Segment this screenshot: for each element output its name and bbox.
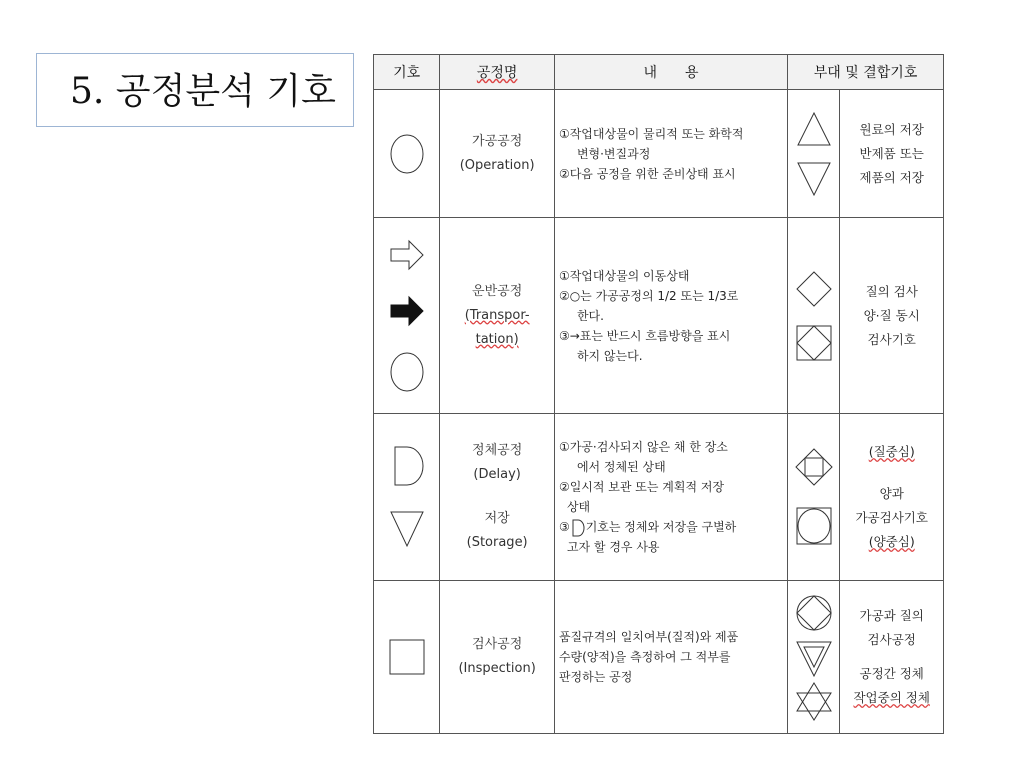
star-of-david-icon	[794, 681, 834, 721]
desc-line: ①가공·검사되지 않은 채 한 장소	[558, 440, 728, 454]
name-line: 검사공정	[472, 637, 523, 652]
aux-line: 양과	[879, 486, 904, 501]
table-header-row	[374, 55, 944, 90]
name-line: (Transpor-	[464, 307, 530, 323]
name-line: tation)	[475, 331, 519, 347]
triangle-down-double-icon	[794, 639, 834, 679]
triangle-down-icon	[794, 159, 834, 199]
aux-text-cell	[840, 90, 944, 218]
aux-spacer	[840, 652, 943, 662]
aux-text-cell	[840, 218, 944, 414]
header-content: 내 용	[554, 55, 787, 90]
desc-line-text: 기호는 정체와 저장을 구별하	[585, 520, 737, 534]
name-cell	[440, 90, 555, 218]
aux-text-cell	[840, 581, 944, 734]
aux-line: 검사공정	[867, 632, 916, 647]
desc-line: ①작업대상물이 물리적 또는 화학적	[558, 126, 744, 141]
aux-spacer	[840, 464, 943, 482]
aux-symbol-cell	[788, 581, 840, 734]
aux-line: 반제품 또는	[859, 145, 924, 161]
d-shape-icon	[387, 444, 427, 488]
symbol-cell	[374, 581, 440, 734]
name-line: 가공공정	[472, 133, 523, 149]
aux-line: 검사기호	[867, 331, 916, 347]
name-spacer	[440, 487, 554, 507]
desc-line: 한다.	[576, 308, 604, 323]
diamond-with-square-icon	[794, 447, 834, 487]
triangle-up-icon	[794, 109, 834, 149]
aux-line: 가공과 질의	[859, 608, 924, 623]
square-with-diamond-icon	[794, 323, 834, 363]
name-cell	[440, 218, 555, 414]
solid-arrow-right-icon	[387, 294, 427, 328]
hollow-arrow-right-icon	[387, 238, 427, 272]
desc-line: 변형·변질과정	[576, 146, 651, 161]
desc-line	[559, 517, 783, 537]
desc-line: ③→표는 반드시 흐름방향을 표시	[558, 328, 731, 343]
symbol-cell	[374, 218, 440, 414]
circle-icon	[387, 350, 427, 394]
desc-cell	[554, 90, 787, 218]
desc-line: ②다음 공정을 위한 준비상태 표시	[558, 166, 736, 181]
aux-line: 제품의 저장	[859, 169, 924, 185]
desc-line: 에서 정체된 상태	[576, 460, 666, 474]
name-line: (Inspection)	[458, 661, 536, 676]
desc-line: 하지 않는다.	[576, 348, 643, 363]
desc-line: 판정하는 공정	[558, 670, 633, 684]
desc-line: 수량(양적)을 측정하여 그 적부를	[558, 650, 731, 664]
aux-line: 공정간 정체	[859, 666, 924, 681]
desc-line: ②○는 가공공정의 1/2 또는 1/3로	[558, 288, 739, 303]
desc-line: ②일시적 보관 또는 계획적 저장	[558, 480, 725, 494]
aux-line: (양중심)	[868, 534, 915, 549]
circle-icon	[387, 132, 427, 176]
d-shape-icon	[571, 519, 585, 537]
symbol-cell	[374, 90, 440, 218]
name-line: (Delay)	[473, 467, 521, 482]
name-cell	[440, 581, 555, 734]
name-line: 저장	[484, 511, 510, 526]
desc-prefix: ③	[558, 520, 570, 534]
aux-symbol-cell	[788, 414, 840, 581]
page-title: 5. 공정분석 기호	[70, 71, 336, 112]
desc-line: ①작업대상물의 이동상태	[558, 268, 690, 283]
aux-symbol-cell	[788, 218, 840, 414]
aux-line: 양·질 동시	[863, 307, 920, 323]
table-row	[374, 581, 944, 734]
square-icon	[387, 637, 427, 677]
process-symbol-table	[373, 54, 944, 734]
aux-line: 원료의 저장	[859, 121, 924, 137]
desc-line: 품질규격의 일치여부(질적)와 제품	[558, 630, 739, 644]
header-symbol: 기호	[374, 55, 440, 90]
aux-symbol-cell	[788, 90, 840, 218]
aux-line: (질중심)	[868, 444, 915, 459]
name-line: (Storage)	[466, 535, 528, 550]
square-with-circle-icon	[794, 505, 834, 547]
desc-line: 고자 할 경우 사용	[566, 540, 660, 554]
header-aux: 부대 및 결합기호	[788, 55, 944, 90]
name-line: 운반공정	[472, 283, 523, 299]
triangle-down-icon	[387, 508, 427, 550]
table-row	[374, 414, 944, 581]
table-row	[374, 218, 944, 414]
desc-cell	[554, 414, 787, 581]
desc-cell	[554, 581, 787, 734]
name-line: (Operation)	[459, 157, 535, 173]
name-cell	[440, 414, 555, 581]
header-process-name-text: 공정명	[476, 65, 518, 81]
table-row	[374, 90, 944, 218]
circle-with-diamond-icon	[794, 593, 834, 633]
diamond-icon	[794, 269, 834, 309]
aux-text-cell	[840, 414, 944, 581]
name-line: 정체공정	[472, 443, 523, 458]
header-process-name	[440, 55, 555, 90]
aux-line: 작업중의 정체	[853, 690, 930, 705]
desc-line: 상태	[566, 500, 591, 514]
aux-line: 가공검사기호	[855, 510, 928, 525]
desc-cell	[554, 218, 787, 414]
symbol-cell	[374, 414, 440, 581]
aux-line: 질의 검사	[865, 283, 918, 299]
